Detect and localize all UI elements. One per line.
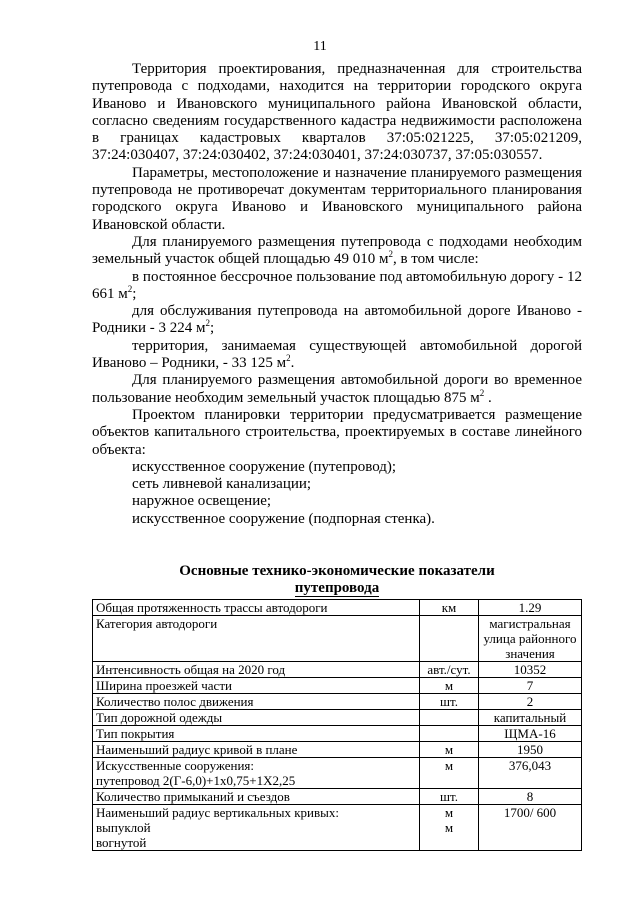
paragraph-land-temporary: Для планируемого размещения автомобильной дороги во временное пользование необходим земельный участок площадью 875 $м^2$ .: [92, 372, 582, 406]
paragraph-land-existing-road: территория, занимаемая существующей автомобильной дорогой Иваново – Родники, - 33 125 $м^2$.: [92, 337, 582, 372]
table-row: [93, 789, 582, 805]
paragraph-land-permanent: в постоянное бессрочное пользование под автомобильную дорогу - 12 661 $м^2$;: [92, 268, 582, 302]
cell-name: Ширина проезжей части: [93, 678, 420, 694]
list-item: наружное освещение;: [132, 493, 272, 510]
cell-value: капитальный: [479, 710, 582, 726]
paragraph-parameters: Параметры, местоположение и назначение планируемого размещения путепровода не противоречат документам территориального планирования городского округа Иваново и Ивановского муниципального района Ивановской области.: [92, 164, 582, 233]
body-text: [92, 61, 582, 528]
table-title-line-1: Основные технико-экономические показатели: [179, 563, 495, 579]
table-row: [93, 678, 582, 694]
table-row: [93, 726, 582, 742]
table-row: [93, 742, 582, 758]
cell-name: Категория автодороги: [93, 616, 420, 662]
cell-name: Тип дорожной одежды: [93, 710, 420, 726]
table-row: [93, 694, 582, 710]
cell-unit: м м: [420, 805, 479, 851]
cell-unit: шт.: [420, 694, 479, 710]
cell-unit: авт./сут.: [420, 662, 479, 678]
cell-unit: [420, 726, 479, 742]
paragraph-territory: Территория проектирования, предназначенная для строительства путепровода с подходами, находится на территории городского округа Иваново и Ивановского муниципального района Ивановской области, согласно сведениям государственного кадастра недвижимости расположена в границах кадастровых кварталов 37:05:021225, 37:05:021209, 37:24:030407, 37:24:030402, 37:24:030401, 37:24:030737, 37:05:030557.: [92, 61, 582, 164]
cell-unit: м: [420, 742, 479, 758]
page-number: 11: [313, 39, 327, 54]
cell-value: 1950: [479, 742, 582, 758]
table-row: [93, 758, 582, 789]
table-row: [93, 710, 582, 726]
cell-value: 1700/ 600: [479, 805, 582, 851]
cell-value: 376,043: [479, 758, 582, 789]
cell-unit: [420, 710, 479, 726]
paragraph-planning: Проектом планировки территории предусматривается размещение объектов капитального строительства, проектируемых в составе линейного объекта:: [92, 406, 582, 458]
table-title: [92, 563, 582, 597]
list-item: искусственное сооружение (подпорная стенка).: [132, 510, 435, 527]
cell-unit: шт.: [420, 789, 479, 805]
cell-unit: км: [420, 600, 479, 616]
cell-name: Наименьший радиус кривой в плане: [93, 742, 420, 758]
cell-unit: [420, 616, 479, 662]
cell-value: ЩМА-16: [479, 726, 582, 742]
table-row: [93, 616, 582, 662]
cell-name: Интенсивность общая на 2020 год: [93, 662, 420, 678]
cell-name: Количество примыканий и съездов: [93, 789, 420, 805]
cell-name: Тип покрытия: [93, 726, 420, 742]
cell-value: 10352: [479, 662, 582, 678]
paragraph-land-total: Для планируемого размещения путепровода с подходами необходим земельный участок общей площадью 49 010 $м^2$, в том числе:: [92, 233, 582, 268]
cell-unit: м: [420, 678, 479, 694]
cell-value: 1.29: [479, 600, 582, 616]
paragraph-land-service: для обслуживания путепровода на автомобильной дороге Иваново - Родники - 3 224 $м^2$;: [92, 303, 582, 337]
table-title-line-2: путепровода: [294, 580, 380, 596]
table-row: [93, 600, 582, 616]
table-row: [93, 662, 582, 678]
table-row: [93, 805, 582, 851]
cell-unit: м: [420, 758, 479, 789]
cell-value: 2: [479, 694, 582, 710]
cell-value: 8: [479, 789, 582, 805]
cell-value: магистральная улица районного значения: [479, 616, 582, 662]
cell-name: Общая протяженность трассы автодороги: [93, 600, 420, 616]
list-item: искусственное сооружение (путепровод);: [132, 458, 397, 475]
parameters-table: [92, 599, 582, 851]
cell-name: Количество полос движения: [93, 694, 420, 710]
cell-name: Наименьший радиус вертикальных кривых: выпуклой вогнутой: [93, 805, 420, 851]
cell-value: 7: [479, 678, 582, 694]
cell-name: Искусственные сооружения: путепровод 2(Г-6,0)+1х0,75+1Х2,25: [93, 758, 420, 789]
list-item: сеть ливневой канализации;: [132, 476, 312, 493]
